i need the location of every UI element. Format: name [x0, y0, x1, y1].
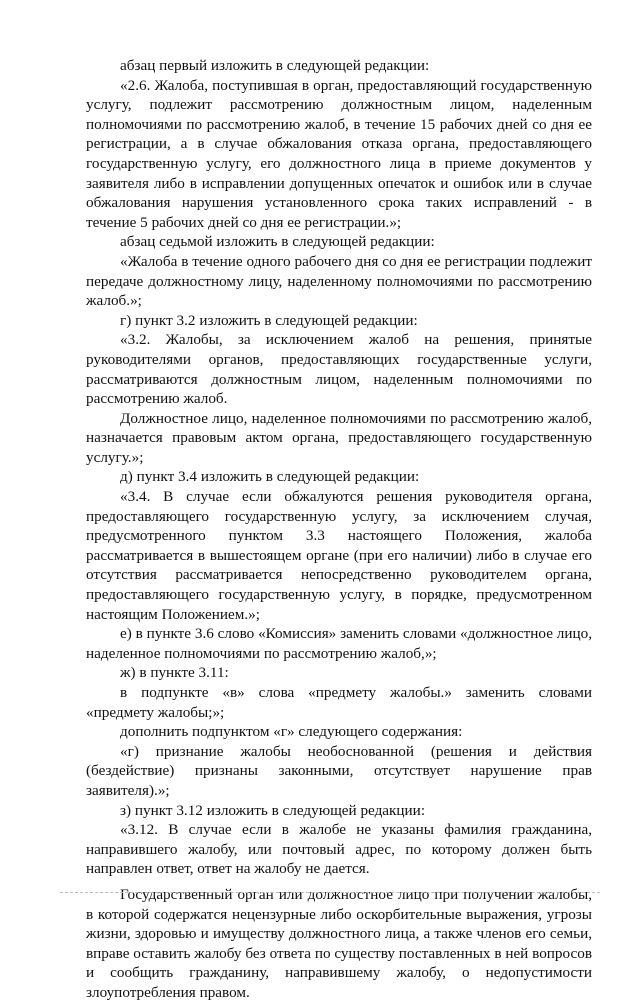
paragraph: в подпункте «в» слова «предмету жалобы.» заменить словами «предмету жалобы;»; [86, 684, 592, 721]
document-body [86, 56, 592, 1003]
page-bottom-border [60, 892, 600, 893]
paragraph: абзац седьмой изложить в следующей редакции: [120, 233, 435, 251]
paragraph: Должностное лицо, наделенное полномочиями по рассмотрению жалоб, назначается правовым актом органа, предоставляющего государственную услугу.»; [86, 409, 592, 466]
paragraph: ж) в пункте 3.11: [120, 664, 229, 682]
paragraph: «3.12. В случае если в жалобе не указаны фамилия гражданина, направившего жалобу, или почтовый адрес, по которому должен быть направлен ответ, ответ на жалобу не дается. [86, 821, 592, 878]
paragraph: «3.4. В случае если обжалуются решения руководителя органа, предоставляющего государственную услугу, за исключением случая, предусмотренного пунктом 3.3 настоящего Положения, жалоба рассматривается в вышестоящем органе (при его наличии) либо в случае его отсутствия рассматривается непосредственно руководителем органа, предоставляющего государственную услугу, в порядке, предусмотренном настоящим Положением.»; [86, 488, 592, 623]
paragraph: «г) признание жалобы необоснованной (решения и действия (бездействие) признаны законными, отсутствует нарушение прав заявителя).»; [86, 742, 592, 799]
paragraph: «2.6. Жалоба, поступившая в орган, предоставляющий государственную услугу, подлежит рассмотрению должностным лицом, наделенным полномочиями по рассмотрению жалоб, в течение 15 рабочих дней со дня ее регистрации, а в случае обжалования отказа органа, предоставляющего государственную услугу, его должностного лица в приеме документов у заявителя либо в исправлении допущенных опечаток и ошибок или в случае обжалования нарушения установленного срока таких исправлений - в течение 5 рабочих дней со дня ее регистрации.»; [86, 76, 592, 231]
paragraph: абзац первый изложить в следующей редакции: [120, 57, 430, 74]
paragraph: е) в пункте 3.6 слово «Комиссия» заменить словами «должностное лицо, наделенное полномочиями по рассмотрению жалоб,»; [86, 625, 592, 662]
paragraph: з) пункт 3.12 изложить в следующей редакции: [120, 801, 426, 819]
paragraph: д) пункт 3.4 изложить в следующей редакции: [120, 468, 420, 486]
paragraph: Государственный орган или должностное лицо при получении жалобы, в которой содержатся нецензурные либо оскорбительные выражения, угрозы жизни, здоровью и имуществу должностного лица, а также членов его семьи, вправе оставить жалобу без ответа по существу поставленных в ней вопросов и сообщить гражданину, направившему жалобу, о недопустимости злоупотребления правом. [86, 885, 592, 1001]
paragraph: «3.2. Жалобы, за исключением жалоб на решения, принятые руководителями органов, предоставляющих государственные услуги, рассматриваются должностным лицом, наделенным полномочиями по рассмотрению жалоб. [86, 331, 592, 408]
paragraph: «Жалоба в течение одного рабочего дня со дня ее регистрации подлежит передаче должностному лицу, наделенному полномочиями по рассмотрению жалоб.»; [86, 252, 592, 310]
paragraph: г) пункт 3.2 изложить в следующей редакции: [120, 311, 418, 329]
paragraph: дополнить подпунктом «г» следующего содержания: [120, 723, 463, 741]
